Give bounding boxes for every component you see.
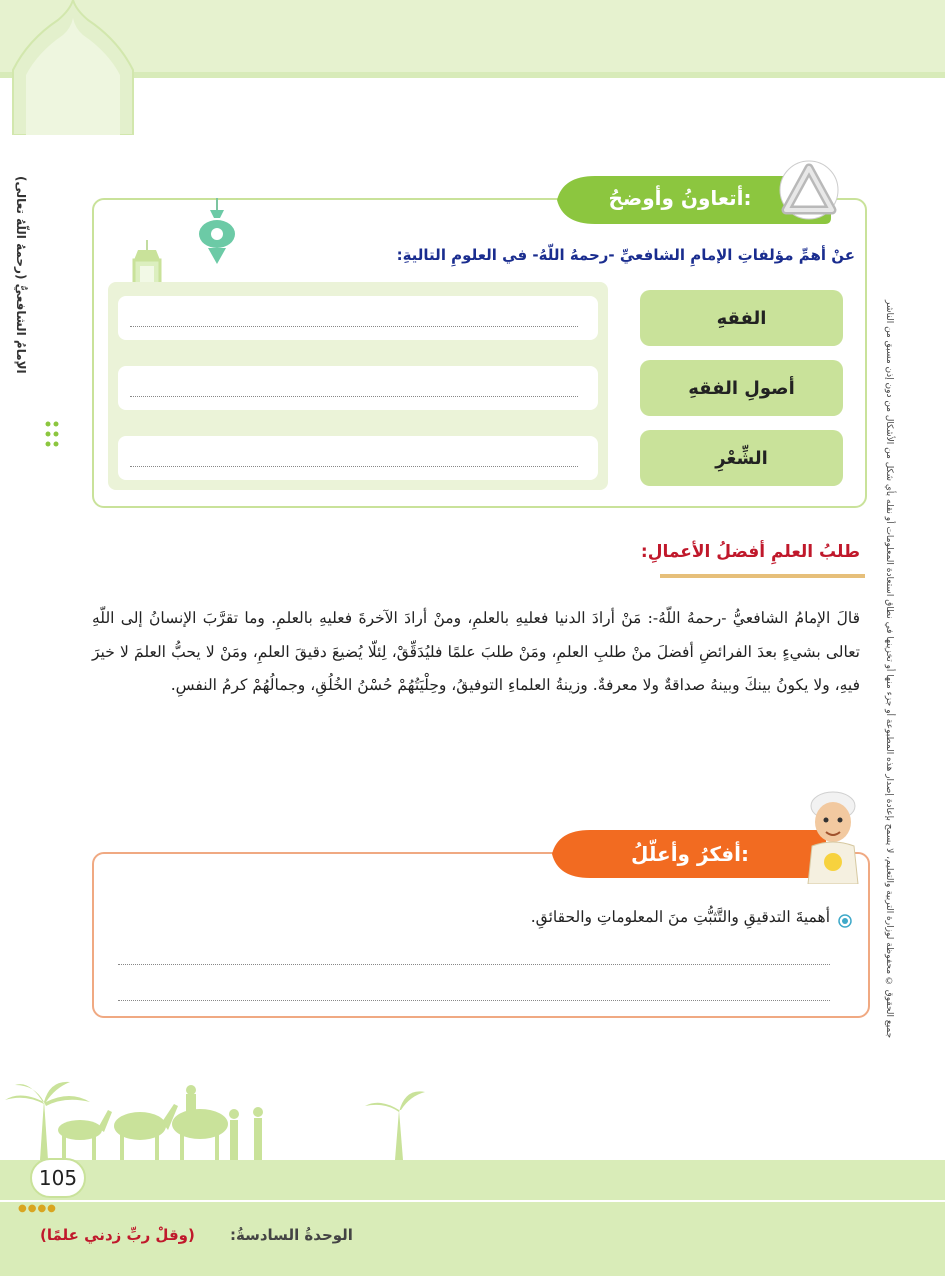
dome-ornament-icon (8, 0, 138, 135)
answer-field-fiqh[interactable] (118, 296, 598, 340)
shafii-quote-paragraph: قالَ الإمامُ الشافعيُّ -رحمهُ اللّهُ-: مَنْ أرادَ الدنيا فعليهِ بالعلمِ، ومنْ أرادَ الآخرةَ فعليهِ بالعلمِ. وما تقرَّبَ الإنسانُ إلى اللّهِ تعالى بشيءٍ بعدَ الفرائضِ أفضلَ منْ طلبِ العلمِ، ومَنْ طلبَ علمًا فليُدَقِّقْ، لِئلّا يُضيعَ دقيقَ العلمِ، ومَنْ لا يحبُّ العلمَ لا خيرَ فيهِ، ولا يكونُ بينكَ وبينهُ صداقةٌ ولا معرفةٌ. وزينةُ العلماءِ التوفيقُ، وحِلْيَتُهُمْ حُسْنُ الخُلُقِ، وجمالُهُمْ كرمُ النفسِ. (92, 609, 860, 694)
thinking-boy-icon (800, 786, 866, 884)
copyright-notice: جميع الحقوق © محفوظة لوزارة التربية والتعليم، لا يسمح بإعادة إصدار هذه المطبوعة أو جزء منها أو تخزينها في نطاق استعادة المعلومات أو نقله بأي شكل من الأشكال من دون إذن مسبق من الناشر (884, 300, 894, 1039)
think-answer-line-1[interactable] (118, 964, 830, 965)
subject-fiqh: الفقهِ (640, 290, 843, 346)
caravan-scenery (0, 1080, 945, 1160)
answer-field-poetry[interactable] (118, 436, 598, 480)
section-heading: طلبُ العلمِ أفضلُ الأعمالِ: (640, 542, 860, 562)
hanging-lamp-icon (196, 198, 238, 270)
unit-title: (وقلْ ربِّ زدني علمًا) (40, 1226, 195, 1244)
think-answer-line-2[interactable] (118, 1000, 830, 1001)
cooperate-title: أتعاونُ وأوضحُ: (608, 186, 752, 210)
page-number: 105 (30, 1158, 86, 1198)
side-lesson-title: الإمامُ الشافعيُّ (رحمهُ اللّهُ تعالى) (14, 176, 28, 374)
footer-band (0, 1160, 945, 1276)
footer-dots-icon: ●●●● (18, 1203, 57, 1214)
think-title: أفكرُ وأعلّلُ: (631, 842, 749, 866)
think-question: أهميةَ التدقيقِ والتَّثبُّتِ منَ المعلوماتِ والحقائقِ. (530, 908, 830, 926)
subject-poetry: الشِّعْرِ (640, 430, 843, 486)
section-underline (660, 574, 865, 578)
cooperate-question: عنْ أهمِّ مؤلفاتِ الإمامِ الشافعيِّ -رحمهُ اللّهُ- في العلومِ التاليةِ: (396, 246, 855, 264)
subject-usul-fiqh: أصولِ الفقهِ (640, 360, 843, 416)
bullet-circle-icon (838, 914, 852, 928)
answer-field-usul-fiqh[interactable] (118, 366, 598, 410)
top-banner (0, 0, 945, 78)
top-banner-edge (0, 72, 945, 78)
side-dots-icon (42, 418, 66, 454)
footer-divider (0, 1200, 945, 1202)
unit-label: الوحدةُ السادسةُ: (230, 1226, 353, 1244)
cooperation-triangle-icon (776, 160, 842, 220)
